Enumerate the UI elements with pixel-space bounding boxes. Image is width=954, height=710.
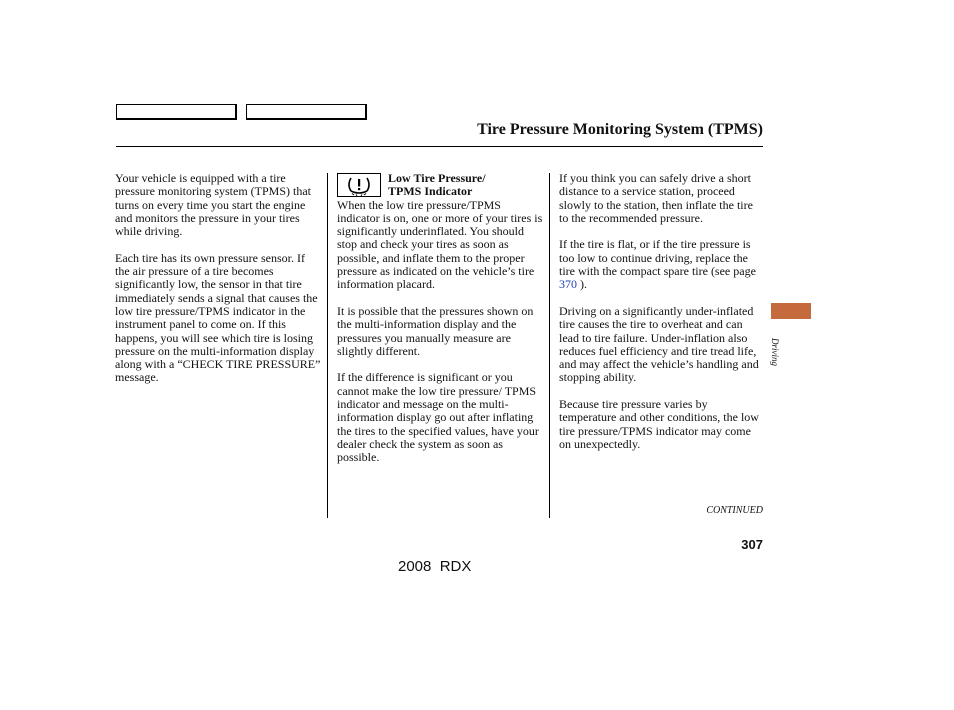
right-column (559, 172, 765, 465)
paragraph: If the tire is flat, or if the tire pressure is too low to continue driving, replace the tire with the compact spare tire (see page 370 ). (559, 237, 756, 292)
paragraph: Your vehicle is equipped with a tire pressure monitoring system (TPMS) that turns on every time you start the engine and monitors the pressure in your tires while driving. (115, 171, 311, 239)
page-link[interactable]: 370 (559, 277, 577, 292)
section-label: Driving (770, 338, 780, 366)
nav-button-index[interactable] (246, 104, 367, 120)
page-number: 307 (741, 537, 763, 552)
continued-label: CONTINUED (706, 505, 763, 516)
nav-button-contents[interactable] (116, 104, 237, 120)
title-rule (116, 146, 763, 147)
paragraph: If the difference is significant or you cannot make the low tire pressure/ TPMS indicator and message on the multi-information display go out after inflating the tires to the specified values, have your dealer check the system as soon as possible. (337, 370, 539, 465)
paragraph: Driving on a significantly under-inflated tire causes the tire to overheat and can lead to tire failure. Under-inflation also reduces fuel efficiency and tire tread life, and may affect the vehicle’s handling and stopping ability. (559, 303, 759, 385)
paragraph: If you think you can safely drive a short distance to a service station, proceed slowly to the station, then inflate the tire to the recommended pressure. (559, 171, 753, 225)
column-divider (549, 173, 550, 518)
column-divider (327, 173, 328, 518)
middle-column (337, 172, 545, 478)
section-tab[interactable] (771, 303, 811, 319)
indicator-heading (337, 172, 545, 199)
tpms-warning-icon (337, 173, 381, 197)
paragraph: Because tire pressure varies by temperature and other conditions, the low tire pressure/TPMS indicator may come on unexpectedly. (559, 397, 759, 451)
indicator-title: Low Tire Pressure/ TPMS Indicator (388, 171, 486, 199)
paragraph: Each tire has its own pressure sensor. If the air pressure of a tire becomes significantly low, the sensor in that tire immediately sends a signal that causes the low tire pressure/TPMS indicator in the instrument panel to come on. If this happens, you will see which tire is losing pressure on the multi-information display along with a “CHECK TIRE PRESSURE” message. (115, 250, 321, 385)
left-column (115, 172, 322, 398)
paragraph: It is possible that the pressures shown on the multi-information display and the pressures you manually measure are slightly different. (337, 303, 534, 358)
page-title: Tire Pressure Monitoring System (TPMS) (477, 121, 763, 138)
paragraph: When the low tire pressure/TPMS indicator is on, one or more of your tires is significantly underinflated. You should stop and check your tires as soon as possible, and inflate them to the proper pressure as indicated on the vehicle’s tire information placard. (337, 197, 543, 292)
model-label: 2008 RDX (398, 558, 472, 575)
